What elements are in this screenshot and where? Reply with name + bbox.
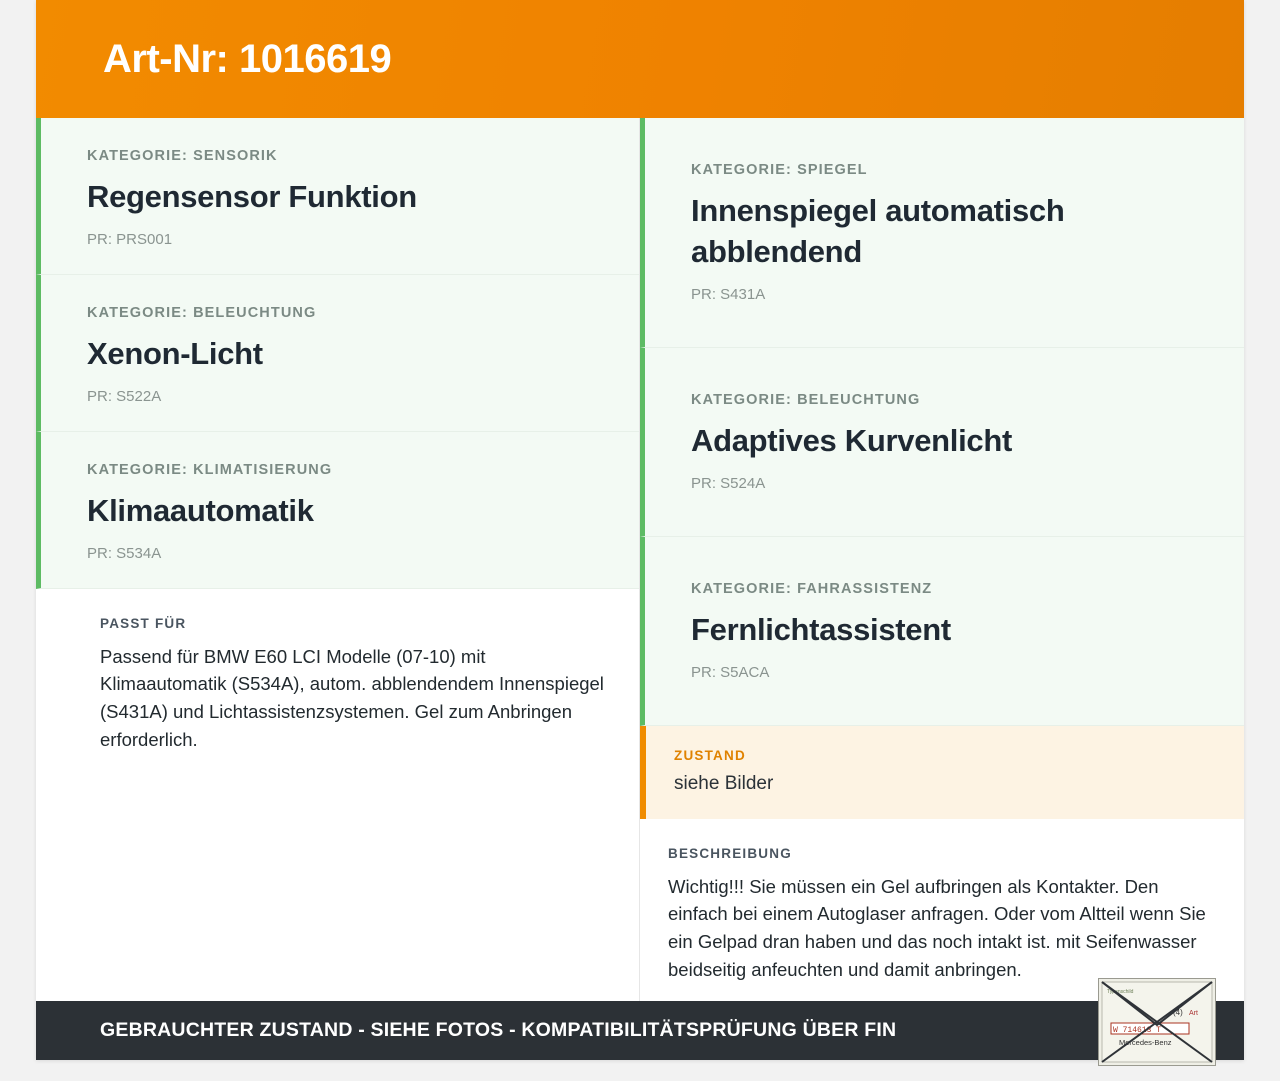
feature-category: KATEGORIE: BELEUCHTUNG [87,304,317,321]
description-label: BESCHREIBUNG [668,845,792,861]
feature-pr-code: PR: S534A [87,544,162,562]
svg-text:Mercedes-Benz: Mercedes-Benz [1119,1038,1172,1047]
feature-pr-code: PR: S522A [87,387,162,405]
feature-name: Fernlichtassistent [691,611,951,647]
description-text: Wichtig!!! Sie müssen ein Gel aufbringen als Kontakter. Den einfach bei einem Autoglaser anfragen. Oder vom Altteil wenn Sie ein Gelpad dran haben und das noch intakt ist. mit Seifenwasser beidseitig anfeuchten und damit anbringen. [668,875,1206,980]
feature-pr-code: PR: S431A [691,285,766,303]
content-columns [36,118,1244,1001]
svg-text:(4): (4) [1173,1008,1183,1017]
feature-name: Klimaautomatik [87,492,314,528]
typenschild-graphic [1099,979,1215,1065]
svg-text:W 714613 T: W 714613 T [1113,1026,1162,1035]
header-banner [36,0,1244,118]
fits-for-label: PASST FÜR [100,615,187,631]
page-title: Art-Nr: 1016619 [103,36,392,81]
typenschild-image [1098,978,1216,1066]
feature-name: Adaptives Kurvenlicht [691,422,1013,458]
footer-text: GEBRAUCHTER ZUSTAND - SIEHE FOTOS - KOMPATIBILITÄTSPRÜFUNG ÜBER FIN [100,1019,897,1041]
feature-card [640,348,1244,537]
feature-category: KATEGORIE: SPIEGEL [691,162,868,178]
feature-name: Regensensor Funktion [87,179,417,214]
feature-pr-code: PR: PRS001 [87,230,173,248]
feature-name: Innenspiegel automatisch abblendend [691,193,1065,269]
feature-card [640,118,1244,348]
svg-text:Typenschild: Typenschild [1107,989,1134,995]
feature-category: KATEGORIE: SENSORIK [87,148,278,164]
feature-name: Xenon-Licht [87,335,263,371]
svg-text:Art: Art [1189,1010,1198,1017]
right-column [640,118,1244,1001]
feature-card [640,537,1244,726]
fits-for-block [36,589,639,1001]
feature-category: KATEGORIE: KLIMATISIERUNG [87,461,333,478]
fits-for-text: Passend für BMW E60 LCI Modelle (07-10) mit Klimaautomatik (S534A), autom. abblendendem Innenspiegel (S431A) und Lichtassistenzsystemen. Gel zum Anbringen erforderlich. [100,645,604,750]
feature-card [36,275,639,432]
feature-card [36,432,639,589]
feature-category: KATEGORIE: FAHRASSISTENZ [691,580,933,597]
condition-text: siehe Bilder [674,772,774,794]
footer-bar [36,989,1244,1060]
feature-pr-code: PR: S5ACA [691,663,770,681]
listing-sheet [36,0,1244,1060]
feature-category: KATEGORIE: BELEUCHTUNG [691,391,921,408]
feature-card [36,118,639,275]
left-column [36,118,640,1001]
condition-block [640,726,1244,819]
feature-pr-code: PR: S524A [691,474,766,492]
condition-label: ZUSTAND [674,747,746,763]
